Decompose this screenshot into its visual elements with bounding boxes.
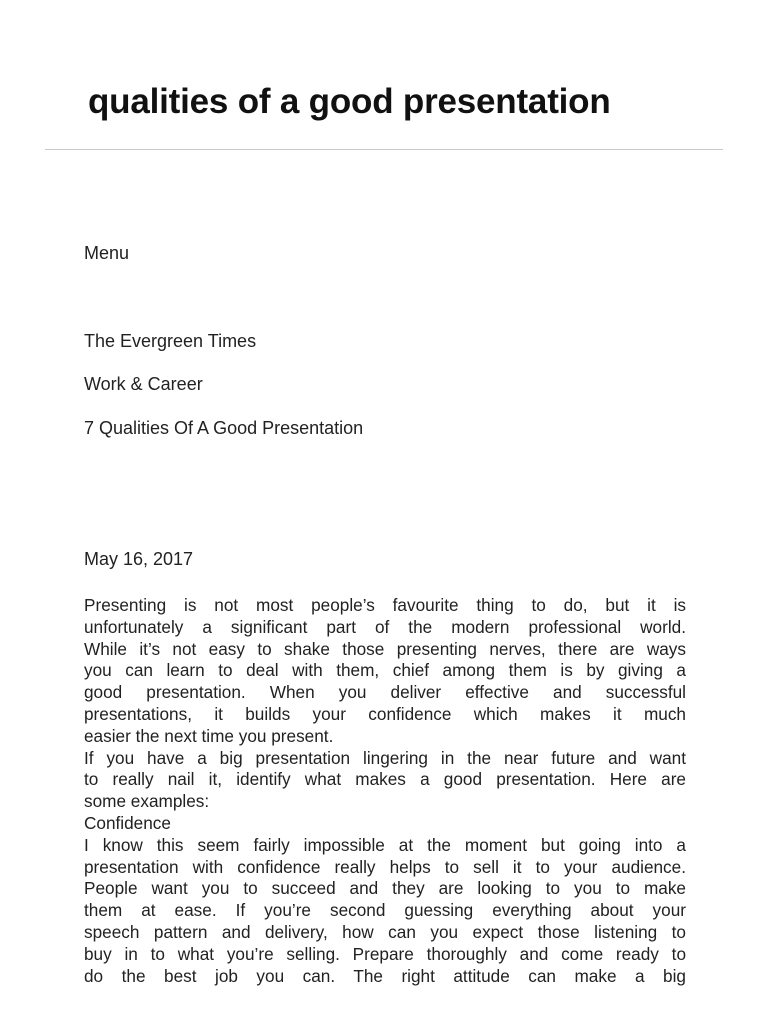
paragraph-examples (84, 748, 686, 813)
page-title: qualities of a good presentation (88, 82, 611, 121)
paragraph-intro (84, 595, 686, 748)
text-line: Presenting is not most people’s favourite thing to do, but it is (84, 595, 686, 615)
breadcrumb-site-link[interactable]: The Evergreen Times (84, 331, 257, 351)
text-line: some examples: (84, 791, 210, 812)
text-line: good presentation. When you deliver effective and successful (84, 682, 686, 703)
text-line: them at ease. If you’re second guessing everything about your (84, 900, 686, 921)
text-line: People want you to succeed and they are looking to you to make (84, 878, 686, 899)
paragraph-confidence (84, 835, 686, 988)
breadcrumb-article: 7 Qualities Of A Good Presentation (84, 418, 364, 438)
menu-button[interactable]: Menu (84, 243, 130, 263)
text-line: While it’s not easy to shake those presenting nerves, there are ways (84, 638, 686, 659)
article-body (84, 595, 686, 987)
text-line: to really nail it, identify what makes a good presentation. Here are (84, 769, 686, 790)
text-line: presentations, it builds your confidence which makes it much (84, 703, 686, 724)
text-line: If you have a big presentation lingering in the near future and want (84, 747, 686, 768)
text-line: buy in to what you’re selling. Prepare thoroughly and come ready to (84, 943, 686, 964)
text-line: you can learn to deal with them, chief among them is by giving a (84, 660, 686, 681)
article-date: May 16, 2017 (84, 549, 194, 569)
text-line: I know this seem fairly impossible at the moment but going into a (84, 834, 686, 855)
breadcrumb-category-link[interactable]: Work & Career (84, 374, 203, 394)
text-line: easier the next time you present. (84, 725, 334, 746)
text-line: speech pattern and delivery, how can you expect those listening to (84, 921, 686, 942)
text-line: do the best job you can. The right attitude can make a big (84, 965, 686, 986)
section-heading-confidence: Confidence (84, 812, 171, 833)
text-line: unfortunately a significant part of the modern professional world. (84, 616, 686, 637)
text-line: presentation with confidence really helps to sell it to your audience. (84, 856, 686, 877)
header-divider (45, 149, 723, 150)
